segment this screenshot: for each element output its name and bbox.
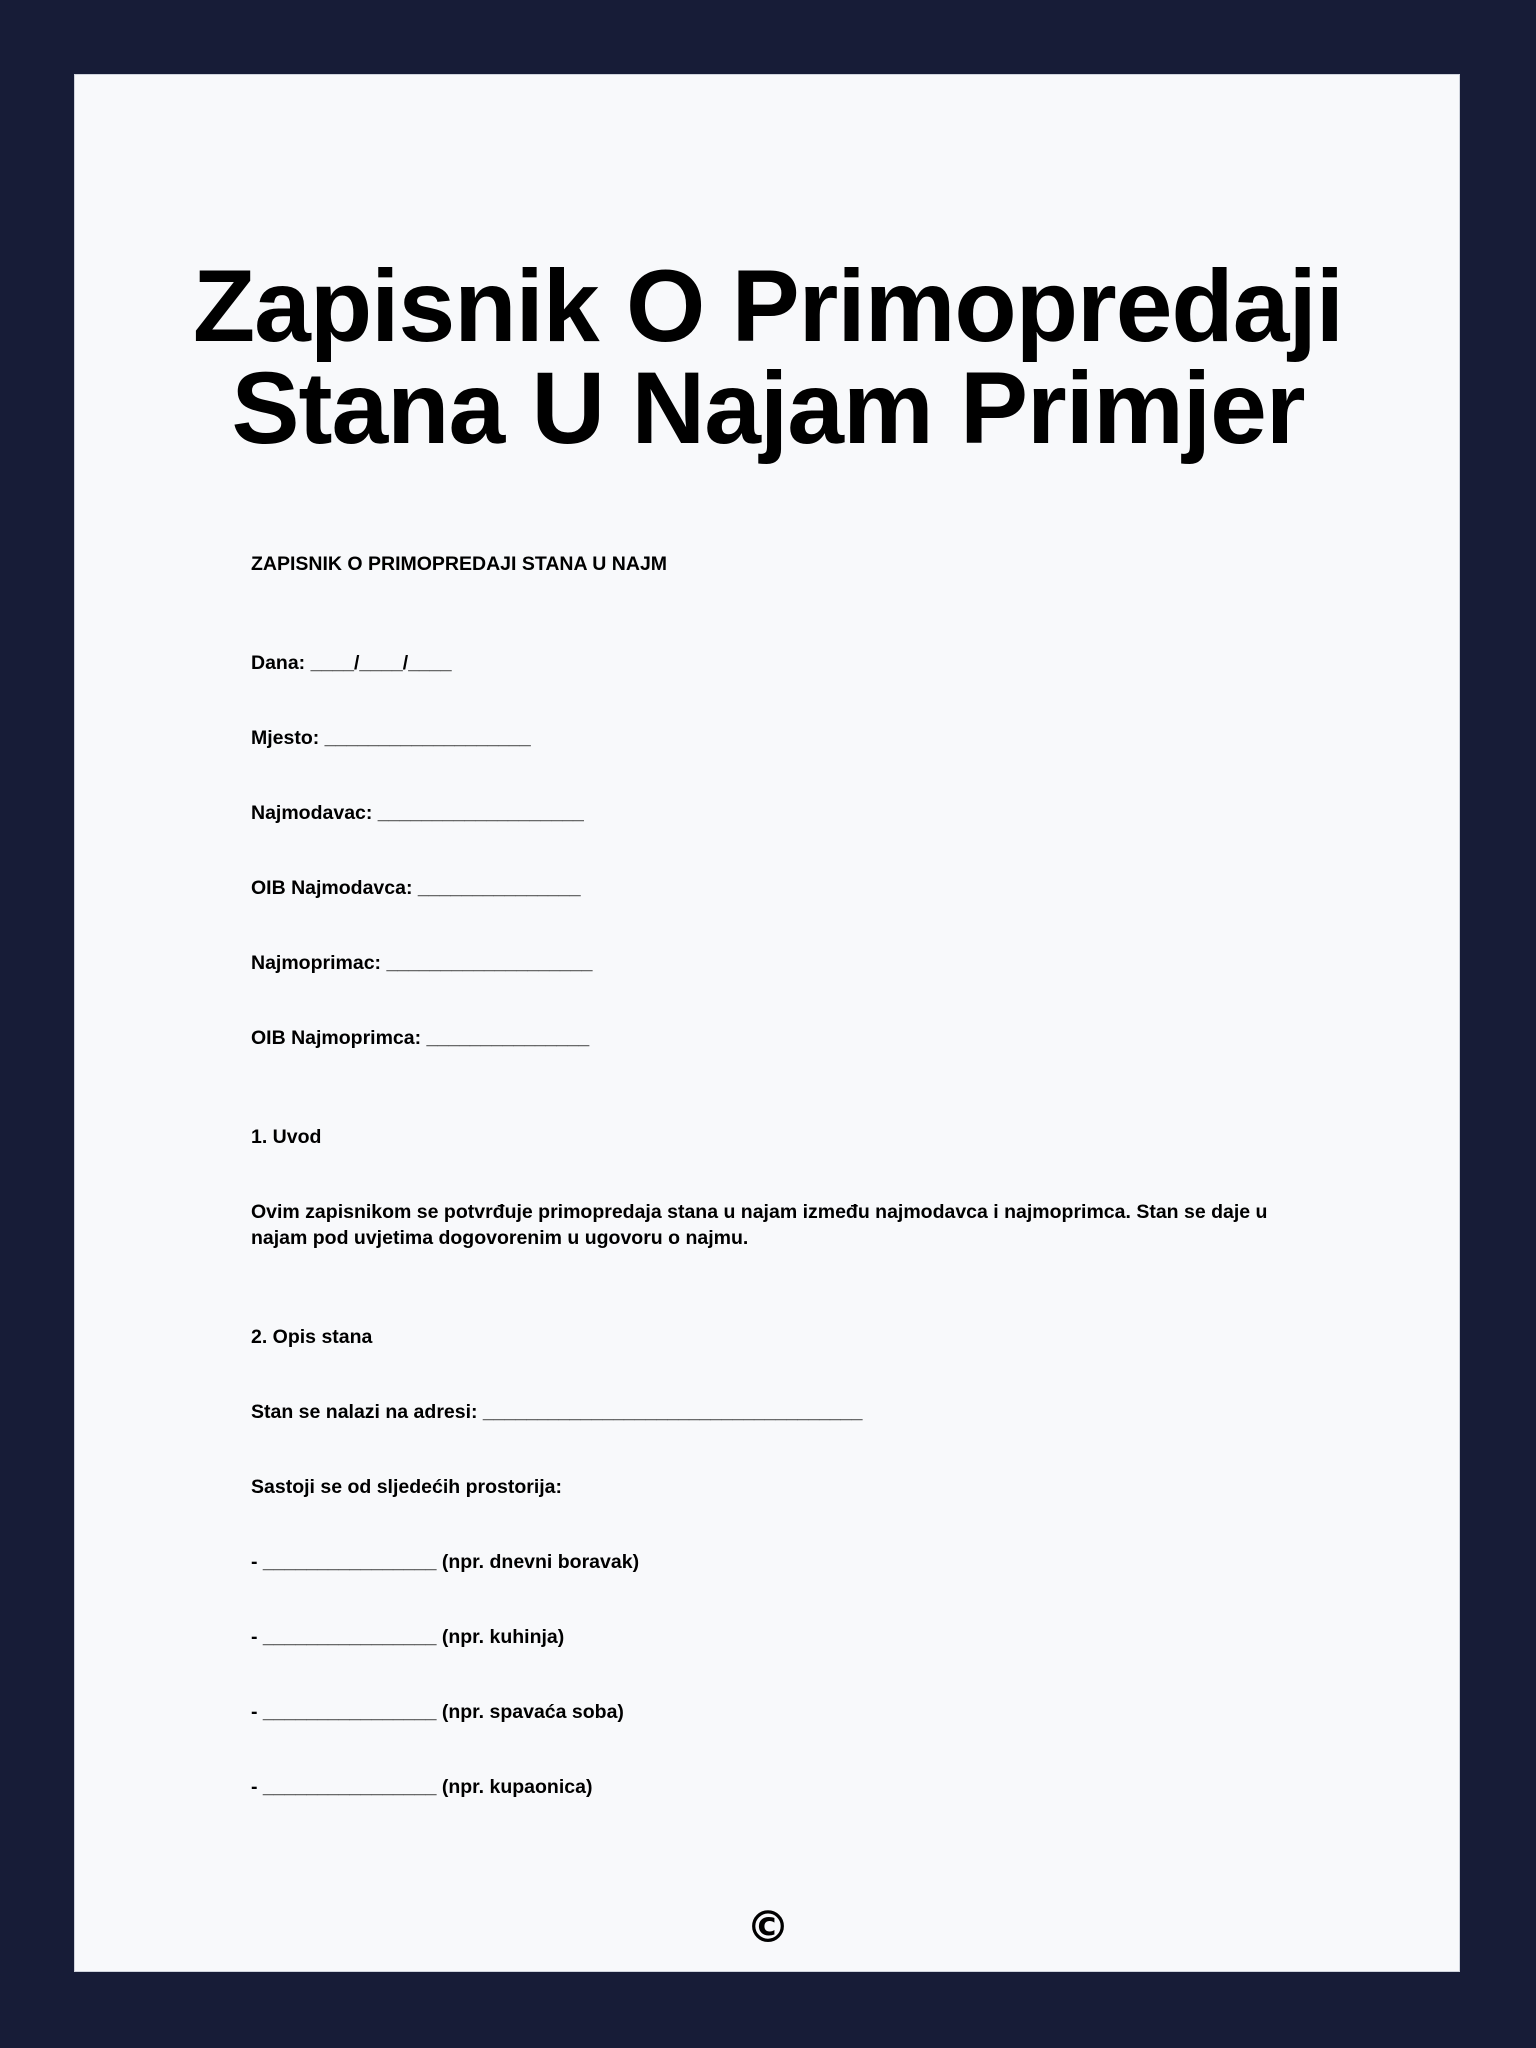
title-line-2: Stana U Najam Primjer <box>231 351 1305 465</box>
section-1-title: 1. Uvod <box>251 1126 322 1148</box>
section-1-text: Ovim zapisnikom se potvrđuje primopredaja stana u najam između najmodavca i najmoprimca. Stan se daje u najam pod uvjetima dogovorenim u ugovoru o najmu. <box>251 1201 1268 1249</box>
room-item: - ________________ (npr. dnevni boravak) <box>251 1551 640 1573</box>
rooms-intro: Sastoji se od sljedećih prostorija: <box>251 1476 563 1498</box>
title-line-1: Zapisnik O Primopredaji <box>192 249 1344 363</box>
field-najmoprimac: Najmoprimac: ___________________ <box>251 952 593 974</box>
field-oib-najmodavca: OIB Najmodavca: _______________ <box>251 877 581 899</box>
field-adresa: Stan se nalazi na adresi: ___________________________________ <box>251 1401 863 1423</box>
room-item: - ________________ (npr. kupaonica) <box>251 1776 593 1798</box>
room-item: - ________________ (npr. kuhinja) <box>251 1626 565 1648</box>
document-page <box>74 74 1460 1972</box>
document-title <box>75 249 1461 465</box>
section-2-title: 2. Opis stana <box>251 1326 373 1348</box>
room-item: - ________________ (npr. spavaća soba) <box>251 1701 624 1723</box>
field-dana: Dana: ____/____/____ <box>251 652 452 674</box>
form-heading: ZAPISNIK O PRIMOPREDAJI STANA U NAJM <box>251 553 668 575</box>
field-mjesto: Mjesto: ___________________ <box>251 727 531 749</box>
field-oib-najmoprimca: OIB Najmoprimca: _______________ <box>251 1027 590 1049</box>
copyright-icon: © <box>746 1902 790 1953</box>
field-najmodavac: Najmodavac: ___________________ <box>251 802 584 824</box>
